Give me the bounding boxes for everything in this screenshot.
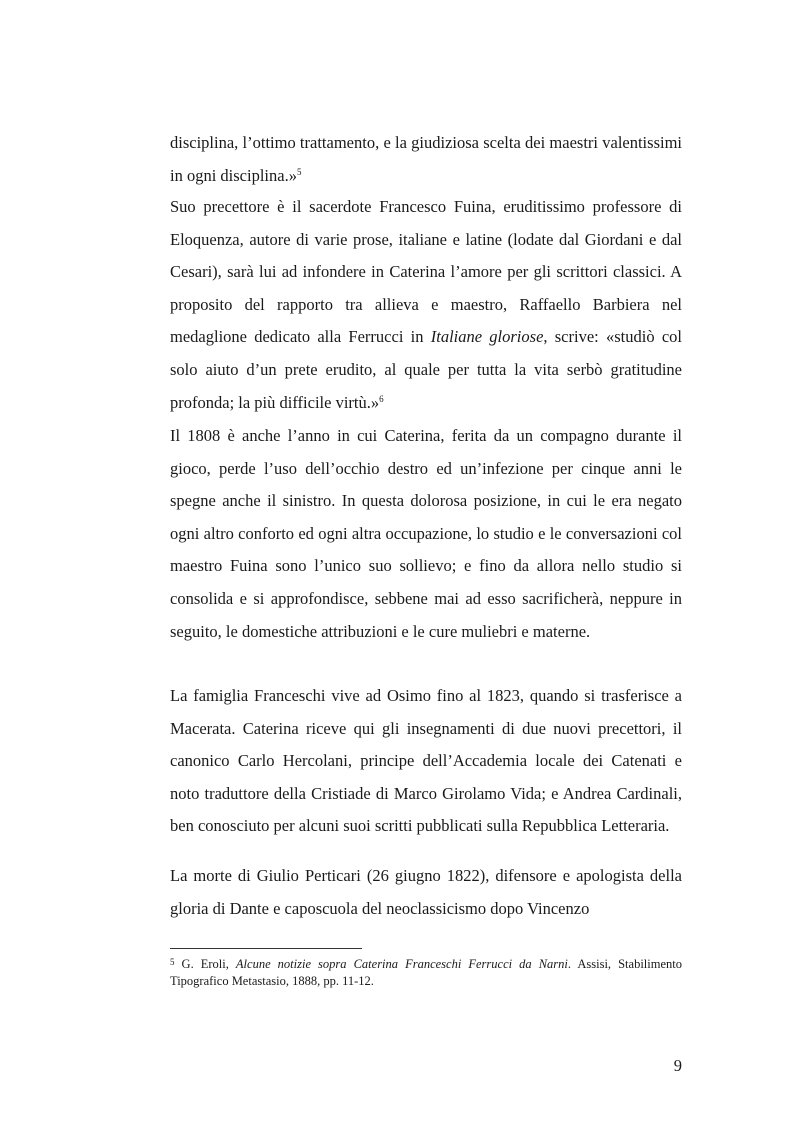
footnote-mark: 5 <box>170 957 175 967</box>
footnote-ref-5[interactable]: 5 <box>296 166 302 177</box>
paragraph-1-text: disciplina, l’ottimo trattamento, e la giudiziosa scelta dei maestri valentissimi in ogni disciplina.» <box>170 133 682 185</box>
paragraph-1 <box>170 127 682 192</box>
footnote-ref-6[interactable]: 6 <box>379 393 384 404</box>
paragraph-4: La famiglia Franceschi vive ad Osimo fino al 1823, quando si trasferisce a Macerata. Caterina riceve qui gli insegnamenti di due nuovi precettori, il canonico Carlo Hercolani, principe dell’Accademia locale dei Catenati e noto traduttore della Cristiade di Marco Girolamo Vida; e Andrea Cardinali, ben conosciuto per alcuni suoi scritti pubblicati sulla Repubblica Letteraria. <box>170 686 682 836</box>
paragraph-2-text-before: Suo precettore è il sacerdote Francesco Fuina, eruditissimo professore di Eloquenza, autore di varie prose, italiane e latine (lodate dal Giordani e dal Cesari), sarà lui ad infondere in Caterina l’amore per gli scrittori classici. A proposito del rapporto tra allieva e maestro, Raffaello Barbiera nel medaglione dedicato alla Ferrucci in <box>170 197 682 347</box>
paragraph-5: La morte di Giulio Perticari (26 giugno 1822), difensore e apologista della gloria di Dante e caposcuola del neoclassicismo dopo Vincenzo <box>170 866 682 918</box>
page-number: 9 <box>673 1056 682 1075</box>
book-title-italiane-gloriose: Italiane gloriose <box>430 327 544 347</box>
paragraph-3: Il 1808 è anche l’anno in cui Caterina, ferita da un compagno durante il gioco, perde l’uso dell’occhio destro ed un’infezione per cinque anni le spegne anche il sinistro. In questa dolorosa posizione, in cui le era negato ogni altro conforto ed ogni altra occupazione, lo studio e le conversazioni col maestro Fuina sono l’unico suo sollievo; e fino da allora nello studio si consolida e si approfondisce, sebbene mai ad esso sacrificherà, neppure in seguito, le domestiche attribuzioni e le cure muliebri e materne. <box>170 426 682 641</box>
paragraph-2-text-after: , scrive: «studiò col solo aiuto d’un prete erudito, al quale per tutta la vita serbò gratitudine profonda; la più difficile virtù.» <box>170 327 682 412</box>
paragraph-2 <box>170 191 682 419</box>
footnote-author: G. Eroli, <box>174 957 236 971</box>
footnote-5 <box>170 956 682 989</box>
footnote-separator <box>170 948 362 949</box>
footnote-title: Alcune notizie sopra Caterina Franceschi Ferrucci da Narni <box>235 957 568 971</box>
footnote-publication: . Assisi, Stabilimento Tipografico Metastasio, 1888, pp. 11-12. <box>170 957 682 988</box>
